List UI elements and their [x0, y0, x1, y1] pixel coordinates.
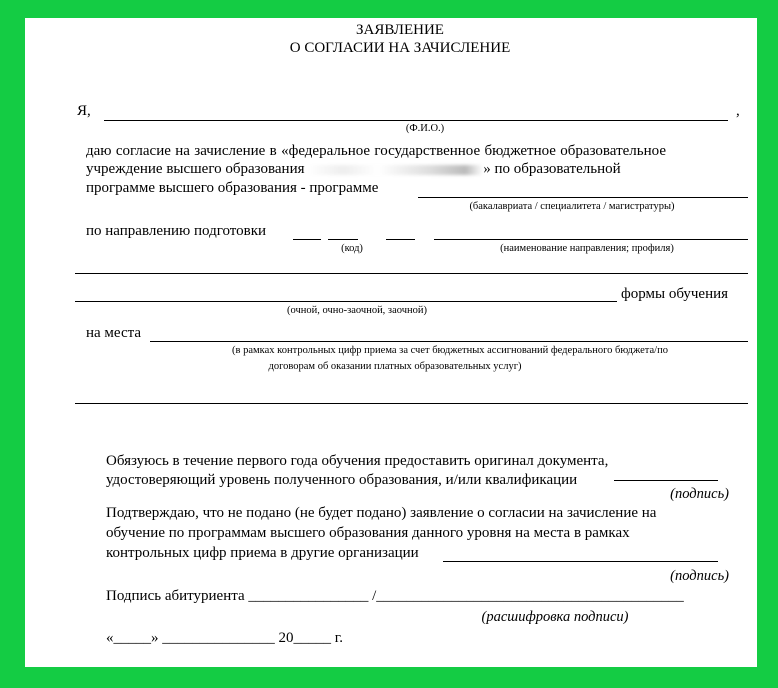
date-field[interactable]: «_____» _______________ 20_____ г.: [106, 630, 343, 646]
code-field-3[interactable]: [386, 239, 415, 240]
code-field-1[interactable]: [293, 239, 321, 240]
study-form-label: формы обучения: [621, 286, 729, 302]
places-label: на места: [86, 325, 142, 341]
direction-name-caption: (наименование направления; профиля): [500, 243, 674, 254]
confirmation-signature-field[interactable]: [443, 561, 718, 562]
consent-line-2-end: » по образовательной: [483, 161, 621, 177]
confirmation-line-3: контрольных цифр приема в другие организации: [106, 545, 419, 561]
places-continuation-field[interactable]: [75, 403, 748, 404]
obligation-signature-caption: (подпись): [670, 486, 729, 502]
obligation-signature-field[interactable]: [614, 480, 718, 481]
program-level-field[interactable]: [418, 197, 748, 198]
direction-continuation-field[interactable]: [75, 273, 748, 274]
study-form-caption: (очной, очно-заочной, заочной): [287, 305, 427, 316]
places-caption-2: договорам об оказании платных образовательных услуг): [268, 361, 522, 372]
redacted-university-name: [308, 165, 483, 175]
code-caption: (код): [341, 243, 363, 254]
fio-prefix: Я,: [77, 103, 91, 119]
places-field[interactable]: [150, 341, 748, 342]
direction-label: по направлению подготовки: [86, 223, 267, 239]
consent-line-3: программе высшего образования - программе: [86, 180, 379, 196]
confirmation-line-2: обучение по программам высшего образования данного уровня на места в рамках: [106, 525, 630, 541]
direction-name-field[interactable]: [434, 239, 748, 240]
consent-line-2-start: учреждение высшего образования: [86, 161, 305, 177]
title-line-1: ЗАЯВЛЕНИЕ: [356, 22, 444, 38]
confirmation-line-1: Подтверждаю, что не подано (не будет подано) заявление о согласии на зачисление на: [106, 505, 657, 521]
places-caption-1: (в рамках контрольных цифр приема за счет бюджетных ассигнований федерального бюджета/по: [232, 345, 668, 356]
application-form: [25, 18, 757, 667]
fio-suffix: ,: [736, 103, 740, 119]
fio-caption: (Ф.И.О.): [405, 123, 445, 134]
title-line-2: О СОГЛАСИИ НА ЗАЧИСЛЕНИЕ: [289, 40, 511, 56]
program-level-caption: (бакалавриата / специалитета / магистратуры): [469, 201, 675, 212]
obligation-line-1: Обязуюсь в течение первого года обучения предоставить оригинал документа,: [106, 453, 609, 469]
applicant-signature-field[interactable]: Подпись абитуриента ________________ /_________________________________________: [106, 588, 684, 604]
study-form-field[interactable]: [75, 301, 617, 302]
signature-decoding-caption: (расшифровка подписи): [481, 609, 629, 625]
confirmation-signature-caption: (подпись): [670, 568, 729, 584]
code-field-2[interactable]: [328, 239, 358, 240]
obligation-line-2: удостоверяющий уровень полученного образования, и/или квалификации: [106, 472, 578, 488]
consent-line-2: [86, 161, 621, 178]
consent-line-1: даю согласие на зачисление в «федеральное государственное бюджетное образовательное: [86, 143, 666, 159]
fio-field[interactable]: [104, 120, 728, 121]
